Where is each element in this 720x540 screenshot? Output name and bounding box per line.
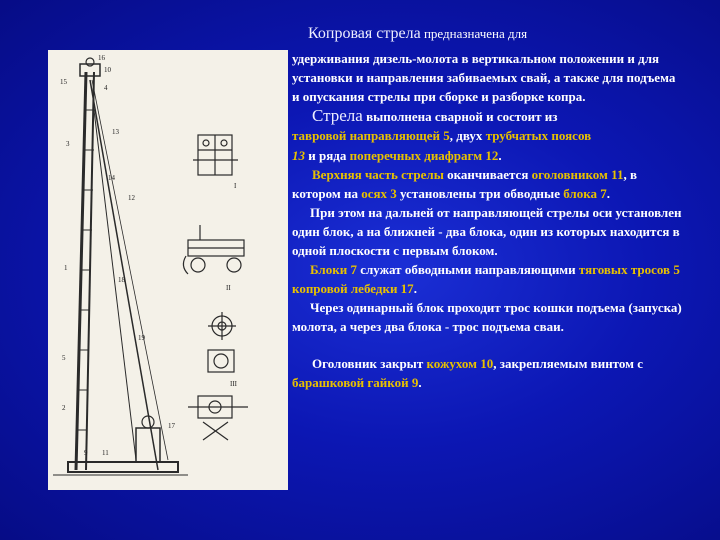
label: 10 xyxy=(104,66,111,74)
description-text xyxy=(292,24,684,392)
paragraph-cables: Через одинарный блок проходит трос кошки подъема (запуска) молота, а через два блока - трос подъема сваи. xyxy=(292,300,682,335)
paragraph-blocks: Блоки 7 служат обводными направляющими тяговых тросов 5 копровой лебедки 17. xyxy=(292,262,680,297)
base-frame xyxy=(68,462,178,472)
label: 5 xyxy=(62,354,66,362)
label: 12 xyxy=(128,194,135,202)
label: 1 xyxy=(64,264,68,272)
label: 13 xyxy=(112,128,119,136)
label: 18 xyxy=(118,276,125,284)
term-boom: Копровая стрела xyxy=(308,25,421,42)
label: 3 xyxy=(66,140,70,148)
mast-left-chord xyxy=(76,72,86,470)
detail-I xyxy=(193,135,238,175)
paragraph-structure: Стрела выполнена сварной и состоит из xyxy=(312,106,558,126)
paragraph-purpose-body: удерживания дизель-молота в вертикальном положении и для установки и направления забиваемых свай, а также для подъема и опускания стрелы при сборке и разборке копра. xyxy=(292,51,676,105)
paragraph-axes: При этом на дальней от направляющей стрелы оси установлен один блок, а на ближней - два блока, один из которых находится в одной плоскости с первым блоком. xyxy=(292,204,682,259)
technical-drawing xyxy=(48,50,288,490)
detail-II xyxy=(183,225,244,274)
label: I xyxy=(234,182,237,190)
paragraph-top: Верхняя часть стрелы оканчивается оголовником 11, в котором на осях 3 установлены три обводные блока 7. xyxy=(292,166,637,201)
label: 9 xyxy=(84,449,88,457)
label: 14 xyxy=(108,174,115,182)
mast-right-chord xyxy=(86,72,94,470)
brace-line xyxy=(90,80,158,470)
pile-driver-boom-drawing xyxy=(48,50,288,490)
label: 2 xyxy=(62,404,66,412)
label: II xyxy=(226,284,231,292)
paragraph-structure-body: тавровой направляющей 5, двух трубчатых поясов 13 и ряда поперечных диафрагм 12. xyxy=(292,128,592,163)
cable-line xyxy=(94,110,136,460)
paragraph-purpose: Копровая стрела предназначена для xyxy=(308,25,528,42)
label: 4 xyxy=(104,84,108,92)
label: 15 xyxy=(60,78,67,86)
label: 17 xyxy=(168,422,175,430)
label: III xyxy=(230,380,237,388)
cable-line-2 xyxy=(92,80,168,460)
label: 16 xyxy=(98,54,105,62)
label: 19 xyxy=(138,334,145,342)
detail-bottom xyxy=(188,396,248,440)
paragraph-cover: Оголовник закрыт кожухом 10, закрепляемым винтом с барашковой гайкой 9. xyxy=(292,355,644,390)
label: 11 xyxy=(102,449,109,457)
detail-III xyxy=(208,312,236,372)
